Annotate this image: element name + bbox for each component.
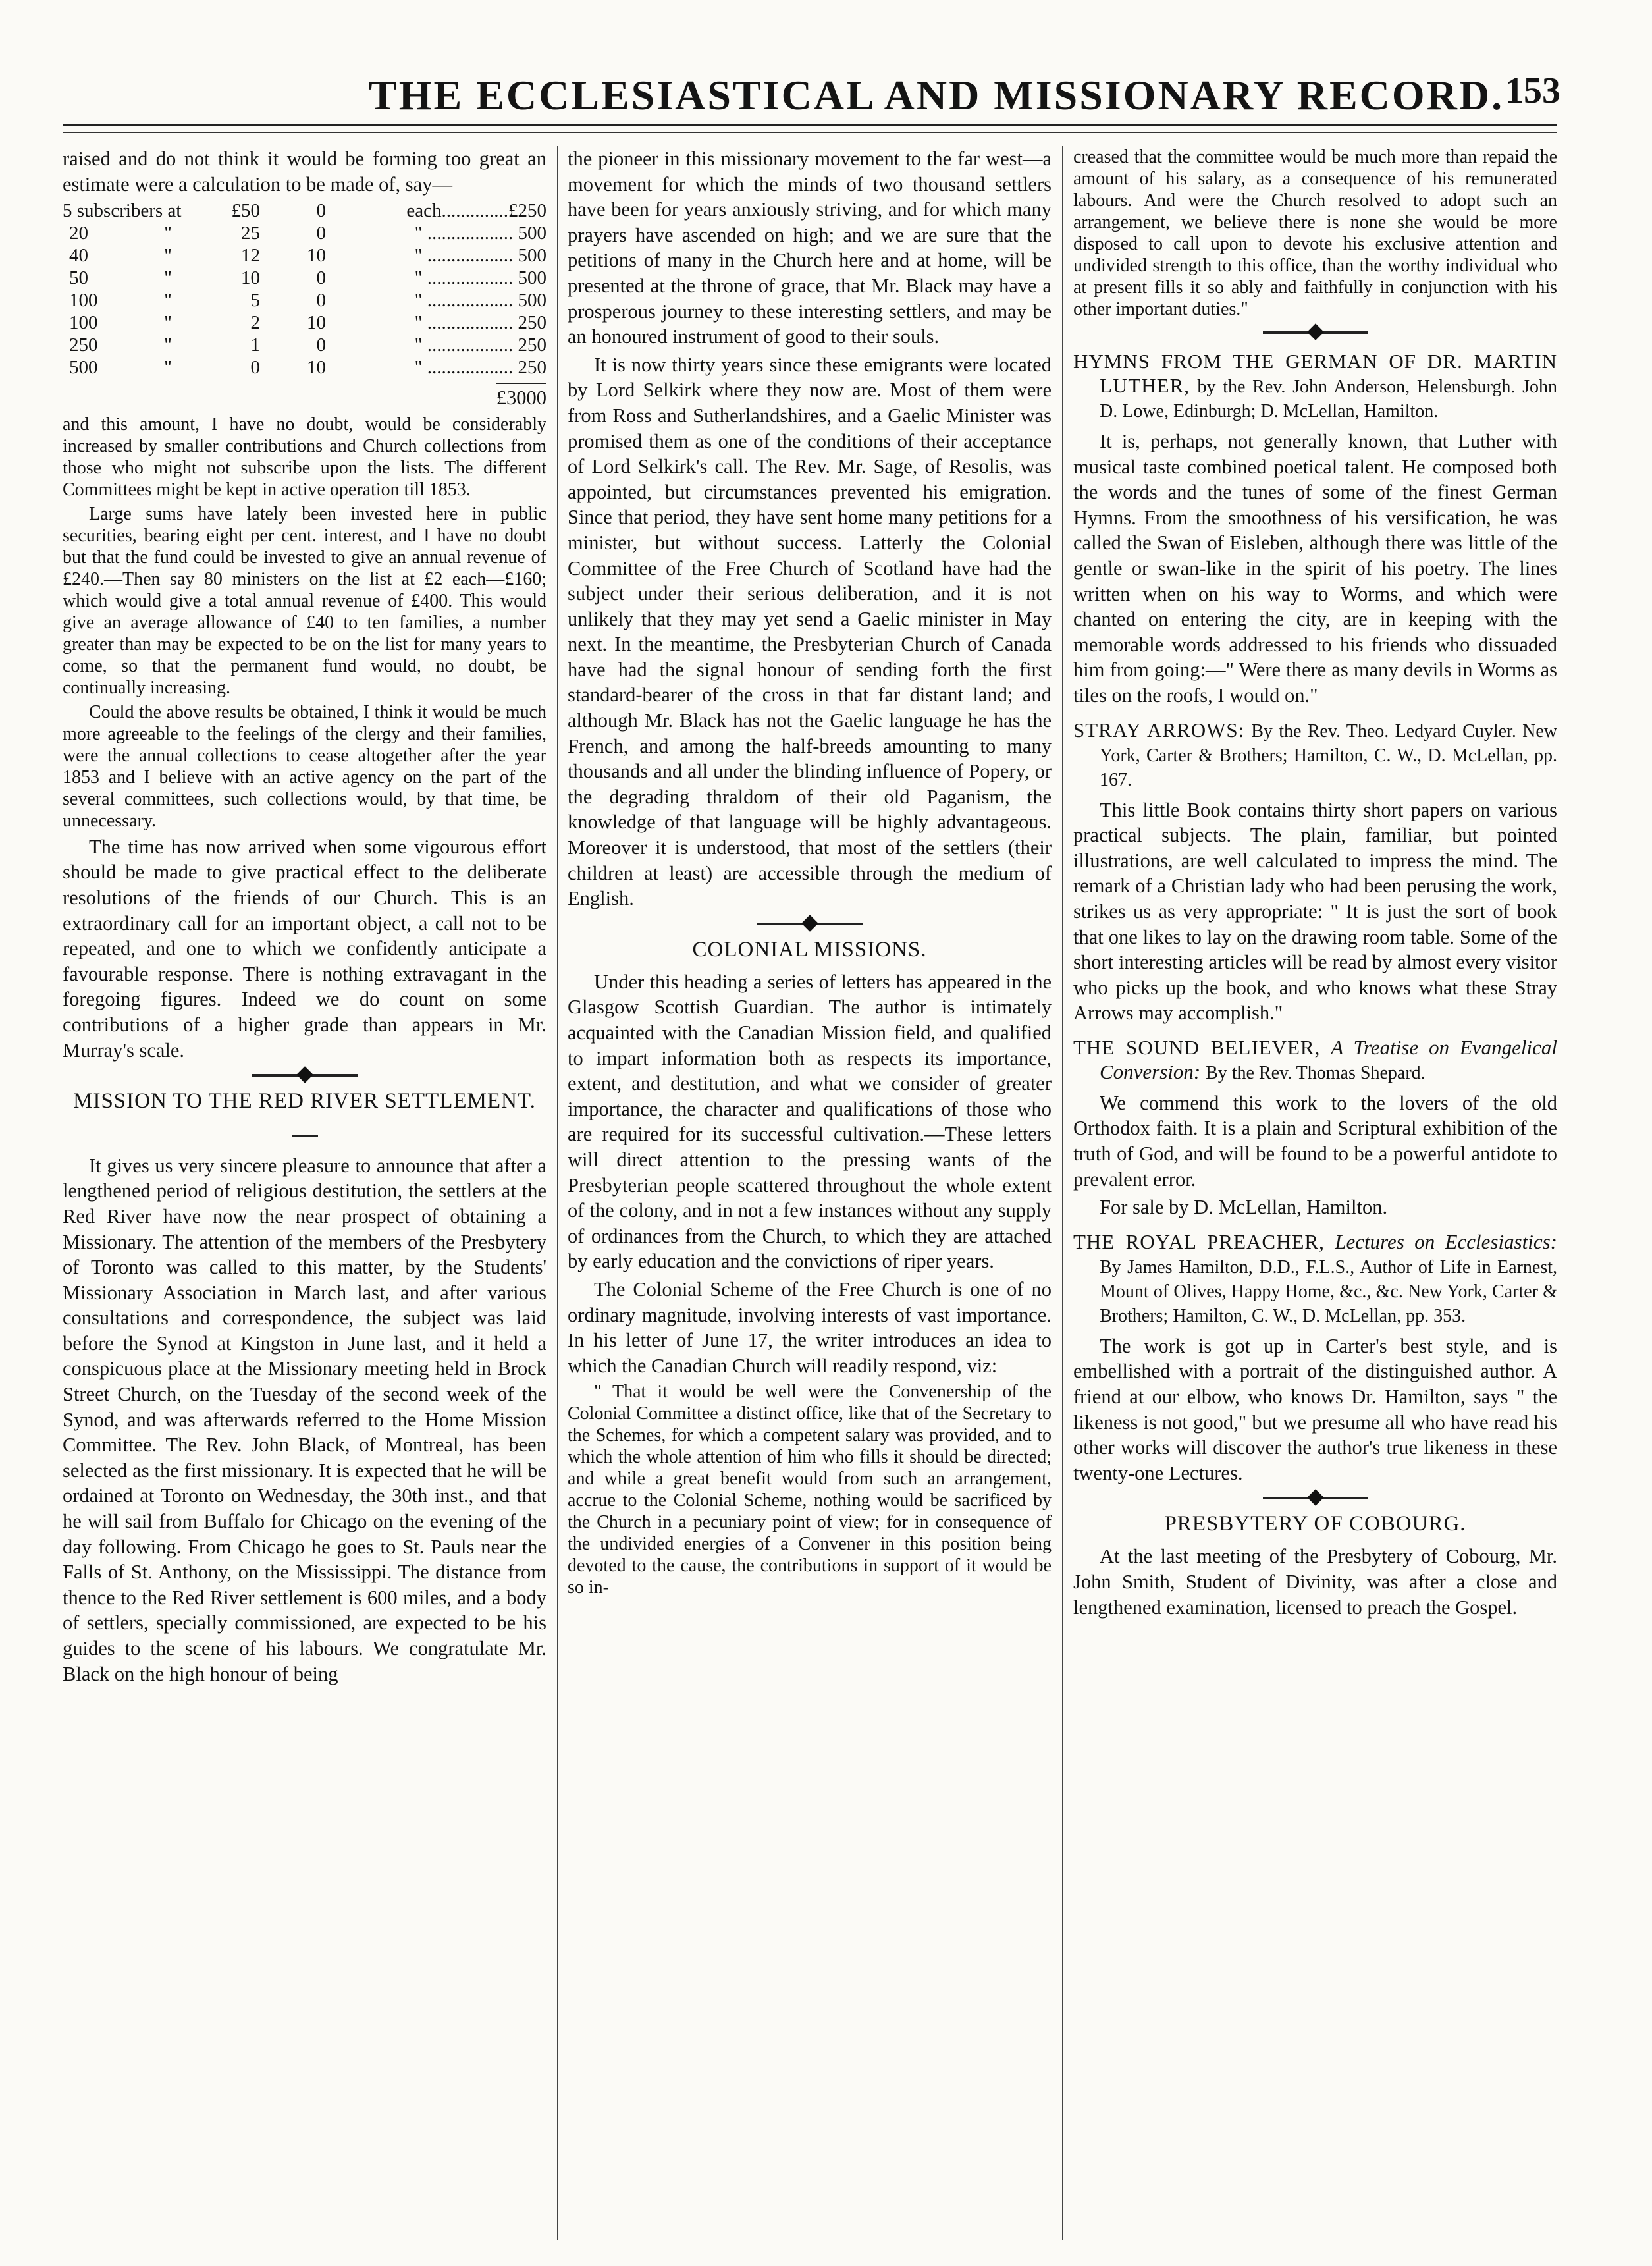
table-cell: 25 <box>241 223 260 244</box>
paragraph: Large sums have lately been invested here in public securities, bearing eight per cent. interest, and I have no doubt but that the fund could be invested to give an annual revenue of £240.—Then say 80 ministers on the list at £2 each—£160; which would give a total annual revenue of £400. This would give an average allowance of £40 to ten families, a number greater than may be expected to be on the list for many years to come, so that the permanent fund would, no doubt, be continually increasing. <box>63 503 546 698</box>
ornament-diamond <box>1307 1490 1323 1506</box>
table-cell: " <box>164 335 172 356</box>
table-cell: 10 <box>307 312 326 334</box>
table-cell: " .................. 500 <box>414 245 546 267</box>
ornament-diamond <box>801 915 818 931</box>
book-title: STRAY ARROWS: <box>1073 718 1245 742</box>
table-cell: 20 <box>69 223 88 244</box>
table-cell: " <box>164 357 172 379</box>
table-cell: " <box>414 357 423 379</box>
table-cell: " <box>414 312 423 334</box>
paragraph: The work is got up in Carter's best style, and is embellished with a portrait of the distinguished author. A friend at our elbow, who knows Dr. Hamilton, says " the likeness is not good," but we presume all who have read his other works will discover the author's true likeness in these twenty-one Lectures. <box>1073 1334 1557 1484</box>
table-row <box>63 267 546 289</box>
paragraph: This little Book contains thirty short papers on various practical subjects. The plain, familiar, but pointed illustrations, are well calculated to impress the mind. The remark of a Christian lady who had been perusing the work, strikes us as very appropriate: " It is just the sort of book that one likes to lay on the drawing room table. Some of the short interesting articles will be read by almost every visitor who picks up the book, and who knows what these Stray Arrows may accomplish." <box>1073 798 1557 1025</box>
book-notice-header <box>1073 349 1557 422</box>
table-cell: 250 <box>518 335 546 356</box>
paragraph: It gives us very sincere pleasure to announce that after a lengthened period of religious destitution, the settlers at the Red River have now the near prospect of obtaining a Missionary. The attention of the members of the Presbytery of Toronto was called to this matter, by the Students' Missionary Association in March last, and after various consultations and correspondence, the subject was laid before the Synod at Kingston in June last, and it held a conspicuous place at the Missionary meeting held in Brock Street Church, on the Tuesday of the second week of the Synod, and was afterwards referred to the Home Mission Committee. The Rev. John Black, of Montreal, has been selected as the first missionary. It is expected that he will be ordained at Toronto on Wednesday, the 30th inst., and that he will sail from Buffalo for Chicago on the evening of the day following. From Chicago he goes to St. Pauls near the Falls of St. Anthony, on the Mississippi. The distance from thence to the Red River settlement is 600 miles, and a body of settlers, specially commissioned, are expected to be his guides to the scene of his labours. We congratulate Mr. Black on the high honour of being <box>63 1154 546 1685</box>
table-cell: £250 <box>508 200 546 222</box>
paragraph: Under this heading a series of letters has appeared in the Glasgow Scottish Guardian. The author is intimately acquainted with the Canadian Mission field, and qualified to impart information both as respects its importance, extent, and destitution, and what we consider of greater importance, the character and qualifications of those who are required for its successful cultivation.—These letters will direct attention to the pressing wants of the Presbyterian people scattered throughout the whole extent of the colony, and in not a few instances without any supply of ordinances from the Church, to which they are attached by early education and the convictions of riper years. <box>568 970 1052 1273</box>
table-cell: 0 <box>316 335 326 356</box>
paragraph: Could the above results be obtained, I think it would be much more agreeable to the feelings of the clergy and their families, were the annual collections to cease altogether after the year 1853 and I believe with an active agency on the part of the several committees, such collections would, by that time, be unnecessary. <box>63 701 546 831</box>
table-row <box>63 356 546 379</box>
table-row <box>63 200 546 222</box>
paragraph: The Colonial Scheme of the Free Church is one of no ordinary magnitude, involving interests of vast importance. In his letter of June 17, the writer introduces an idea to which the Canadian Church will readily respond, viz: <box>568 1278 1052 1377</box>
table-cell: " .................. 500 <box>414 223 546 244</box>
table-row <box>63 311 546 334</box>
table-cell: " <box>414 223 423 244</box>
ornament-diamond <box>1307 323 1323 340</box>
header-rule <box>63 124 1557 126</box>
paragraph: It is now thirty years since these emigrants were located by Lord Selkirk where they now are. Most of them were from Ross and Sutherlandshires, and a Gaelic Minister was promised them as one of the conditions of their acceptance of Lord Selkirk's call. The Rev. Mr. Sage, of Resolis, was appointed, but circumstances prevented his emigration. Since that period, they have sent home many petitions for a minister, but without success. Latterly the Colonial Committee of the Free Church of Scotland have had the subject under their serious deliberation, and it is not unlikely that they may yet send a Gaelic minister in May next. In the meantime, the Presbyterian Church of Canada have had the signal honour of sending forth the first standard-bearer of the cross in that far distant land; and although Mr. Black has not the Gaelic language he has the French, and among the half-breeds amounting to many thousands and all under the blinding influence of Popery, or the degrading thraldom of their old Paganism, the knowledge of that language will be highly advantageous. Moreover it is understood, that most of the settlers (their children at least) are accessible through the medium of English. <box>568 353 1052 910</box>
table-cell: each..............£250 <box>406 200 546 222</box>
section-title: PRESBYTERY OF COBOURG. <box>1164 1512 1466 1536</box>
table-cell: 500 <box>69 357 98 379</box>
table-cell: 5 subscribers at <box>63 200 182 222</box>
table-cell: " <box>164 267 172 289</box>
paragraph: and this amount, I have no doubt, would be considerably increased by smaller contributions and Church collections from those who might not subscribe upon the lists. The different Committees might be kept in active operation till 1853. <box>63 414 546 500</box>
paragraph: the pioneer in this missionary movement to the far west—a movement for which the minds of two thousand settlers have been for years anxiously striving, and for which many prayers have ascended on high; and we are sure that the petitions of many in the Church here and at home, will be presented at the throne of grace, that Mr. Black may have a prosperous journey to these interesting settlers, and may be an honoured instrument of good to their souls. <box>568 148 1052 348</box>
ornament-diamond <box>296 1066 313 1083</box>
book-subtitle: A Treatise on Evangelical Conversion: <box>1100 1035 1557 1083</box>
table-cell: 1 <box>250 335 260 356</box>
paragraph: It is, perhaps, not generally known, that Luther with musical taste combined poetical talent. He composed both the words and the tunes of some of the finest German Hymns. From the smoothness of his versification, he was called the Swan of Eisleben, although there was little of the gentle or swan-like in the spirit of his poetry. The lines written when on his way to Worms, and which were chanted on entering the city, are in keeping with the memorable words addressed to his friends who dissuaded him from going:—" Were there as many devils in Worms as tiles on the roofs, I would on." <box>1073 430 1557 707</box>
paragraph: For sale by D. McLellan, Hamilton. <box>1100 1196 1388 1219</box>
dash-line <box>292 1135 318 1137</box>
table-cell: " <box>414 290 423 311</box>
book-title: THE SOUND BELIEVER, <box>1073 1035 1321 1059</box>
table-row <box>63 244 546 267</box>
table-cell: 500 <box>518 245 546 267</box>
ornament-divider <box>1073 325 1557 340</box>
book-byline: By the Rev. Theo. Ledyard Cuyler. New York, Carter & Brothers; Hamilton, C. W., D. McLellan, pp. 167. <box>1100 720 1557 790</box>
column-divider <box>1062 146 1063 2240</box>
table-cell: 5 <box>250 290 260 311</box>
column-3 <box>1073 146 1557 2234</box>
table-cell: 0 <box>316 290 326 311</box>
table-cell: 10 <box>307 357 326 379</box>
table-cell: 250 <box>518 357 546 379</box>
table-cell: " .................. 250 <box>414 312 546 334</box>
table-cell: 2 <box>250 312 260 334</box>
page-title: THE ECCLESIASTICAL AND MISSIONARY RECORD. <box>369 72 1505 119</box>
table-row <box>63 289 546 311</box>
book-notice-header <box>1073 718 1557 791</box>
title-dash <box>63 1121 546 1146</box>
quotation: " That it would be well were the Convenership of the Colonial Committee a distinct office, like that of the Secretary to the Schemes, for which a competent salary was provided, and to which the whole attention of him who fills it should be directed; and while a great benefit would from such an arrangement, accrue to the Colonial Scheme, nothing would be sacrificed by the Church in a pecuniary point of view; for in consequence of the undivided energies of a Convener in this position being devoted to the cause, the contributions in support of it would be so in- <box>568 1382 1052 1598</box>
table-cell: 100 <box>69 290 98 311</box>
table-cell: 12 <box>241 245 260 267</box>
table-cell: 500 <box>518 290 546 311</box>
ornament-divider <box>63 1068 546 1083</box>
book-byline: By James Hamilton, D.D., F.L.S., Author of Life in Earnest, Mount of Olives, Happy Home, &c., &c. New York, Carter & Brothers; Hamilton, C. W., D. McLellan, pp. 353. <box>1100 1256 1557 1326</box>
table-cell: 0 <box>316 267 326 289</box>
table-cell: " .................. 250 <box>414 335 546 356</box>
page-number: 153 <box>1505 70 1560 111</box>
section-title: MISSION TO THE RED RIVER SETTLEMENT. <box>73 1089 536 1114</box>
book-title: HYMNS FROM THE GERMAN OF DR. MARTIN LUTHER, <box>1073 350 1557 397</box>
book-byline: by the Rev. John Anderson, Helensburgh. John D. Lowe, Edinburgh; D. McLellan, Hamilton. <box>1100 377 1557 421</box>
book-notice-header <box>1073 1035 1557 1084</box>
table-cell: " <box>164 290 172 311</box>
table-row <box>63 334 546 356</box>
paragraph: We commend this work to the lovers of the old Orthodox faith. It is a plain and Scriptural exhibition of the truth of God, and will be found to be a powerful antidote to prevalent error. <box>1073 1091 1557 1191</box>
header-rule-thin <box>63 132 1557 133</box>
paragraph: raised and do not think it would be forming too great an estimate were a calculation to be made of, say— <box>63 148 546 196</box>
column-divider <box>557 146 558 2240</box>
column-1 <box>63 146 546 2234</box>
table-cell: " <box>414 245 423 267</box>
ornament-divider <box>1073 1491 1557 1505</box>
table-cell: 250 <box>69 335 98 356</box>
table-cell: " <box>164 223 172 244</box>
table-cell: 0 <box>316 223 326 244</box>
table-cell: 10 <box>307 245 326 267</box>
table-cell: £50 <box>231 200 260 222</box>
table-cell: " .................. 500 <box>414 290 546 311</box>
table-cell: 500 <box>518 223 546 244</box>
table-cell: each <box>406 200 442 222</box>
ornament-divider <box>568 917 1052 931</box>
paragraph: The time has now arrived when some vigourous effort should be made to give practical effect to the deliberate resolutions of the friends of our Church. This is an extraordinary call for an important object, a call not to be repeated, and one to which we confidently anticipate a favourable response. There is nothing extravagant in the foregoing figures. Indeed we do count on some contributions of a higher grade than appears in Mr. Murray's scale. <box>63 835 546 1062</box>
table-cell: 50 <box>69 267 88 289</box>
book-title: THE ROYAL PREACHER, <box>1073 1229 1325 1253</box>
table-cell: " <box>164 245 172 267</box>
paragraph: creased that the committee would be much more than repaid the amount of his salary, as a consequence of his remunerated labours. And were the Church resolved to adopt such an arrangement, we believe there is none she would be more disposed to call upon to devote his exclusive attention and undivided strength to this office, than the worthy individual who at present fills it so ably and faithfully in conjunction with his other important duties." <box>1073 147 1557 319</box>
book-subtitle: Lectures on Ecclesiastics: <box>1335 1229 1557 1253</box>
table-cell: 0 <box>316 200 326 222</box>
table-cell: " <box>414 335 423 356</box>
table-cell: " .................. 250 <box>414 357 546 379</box>
table-cell: 250 <box>518 312 546 334</box>
paragraph: At the last meeting of the Presbytery of Cobourg, Mr. John Smith, Student of Divinity, was after a close and lengthened examination, licensed to preach the Gospel. <box>1073 1545 1557 1619</box>
table-cell: " <box>164 312 172 334</box>
book-notice-header <box>1073 1229 1557 1327</box>
table-cell: " <box>414 267 423 289</box>
table-row <box>63 222 546 244</box>
column-2 <box>568 146 1052 2234</box>
table-cell: 10 <box>241 267 260 289</box>
table-cell: 0 <box>250 357 260 379</box>
total-amount: £3000 <box>496 383 546 411</box>
table-cell: " .................. 500 <box>414 267 546 289</box>
subscription-table <box>63 200 546 379</box>
subscription-total <box>63 383 546 411</box>
table-cell: 500 <box>518 267 546 289</box>
section-title: COLONIAL MISSIONS. <box>692 937 927 961</box>
table-cell: 40 <box>69 245 88 267</box>
table-cell: 100 <box>69 312 98 334</box>
book-byline: By the Rev. Thomas Shepard. <box>1206 1062 1426 1083</box>
